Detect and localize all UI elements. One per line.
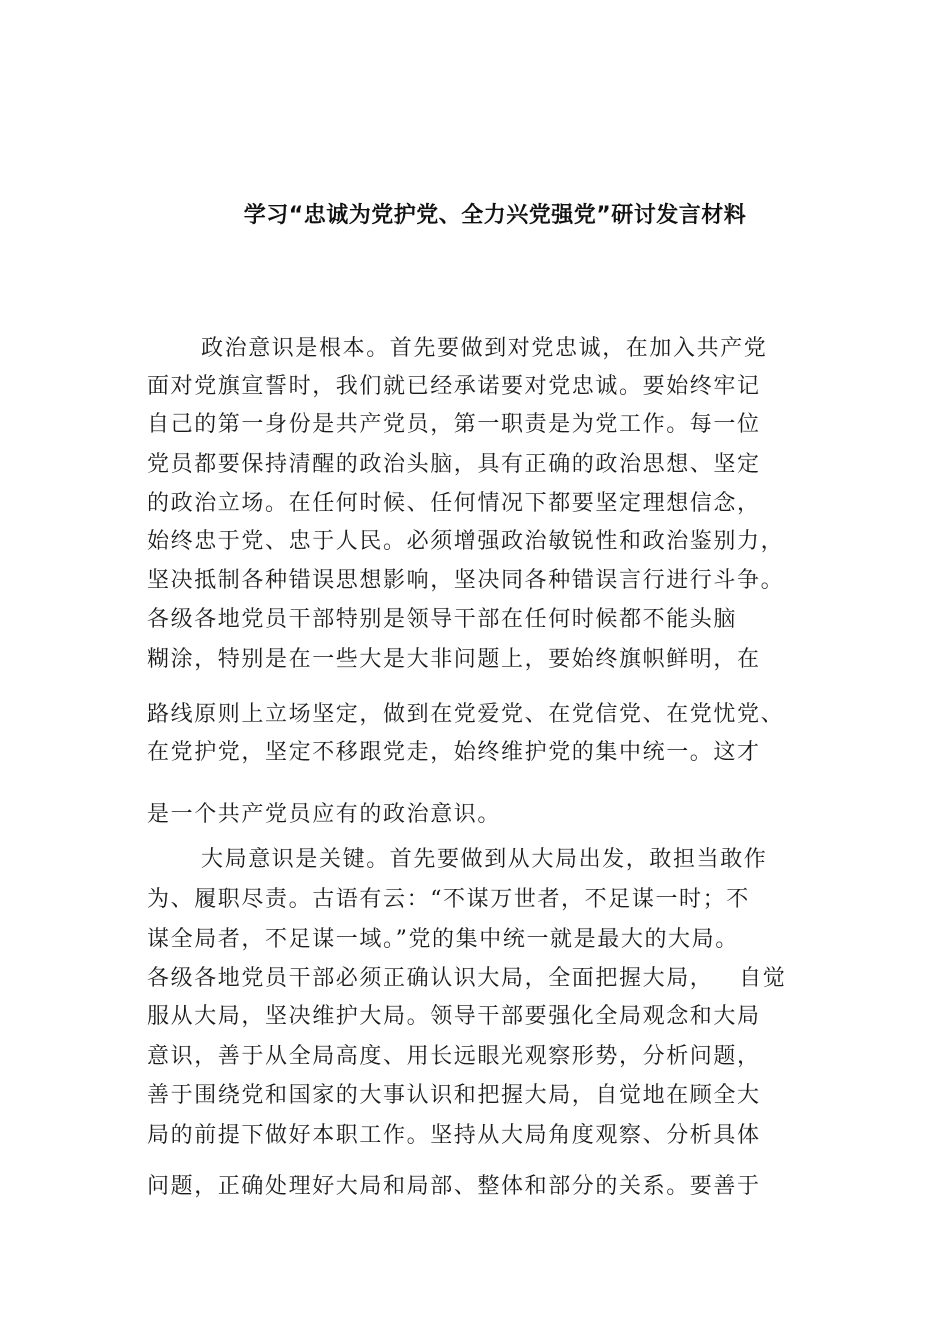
text-line: 糊涂，特别是在一些大是大非问题上，要始终旗帜鲜明，在 bbox=[147, 647, 761, 672]
text-line: 的政治立场。在任何时候、任何情况下都要坚定理想信念， bbox=[147, 491, 761, 516]
text-line: 坚决抵制各种错误思想影响，坚决同各种错误言行进行斗争。 bbox=[147, 568, 785, 593]
text-line: 意识，善于从全局高度、用长远眼光观察形势，分析问题， bbox=[147, 1044, 761, 1069]
text-line: 各级各地党员干部特别是领导干部在任何时候都不能头脑 bbox=[147, 607, 738, 632]
text-line: 在党护党，坚定不移跟党走，始终维护党的集中统一。这才 bbox=[147, 740, 761, 765]
text-line: 问题，正确处理好大局和局部、整体和部分的关系。要善于 bbox=[147, 1174, 761, 1199]
text-line: 局的前提下做好本职工作。坚持从大局角度观察、分析具体 bbox=[147, 1123, 761, 1148]
text-line: 是一个共产党员应有的政治意识。 bbox=[147, 802, 502, 827]
text-line: 党员都要保持清醒的政治头脑，具有正确的政治思想、坚定 bbox=[147, 452, 761, 477]
text-line: 服从大局，坚决维护大局。领导干部要强化全局观念和大局 bbox=[147, 1004, 761, 1029]
text-line: 善于围绕党和国家的大事认识和把握大局，自觉地在顾全大 bbox=[147, 1083, 761, 1108]
text-line: 自己的第一身份是共产党员，第一职责是为党工作。每一位 bbox=[147, 412, 761, 437]
text-line: 大局意识是关键。首先要做到从大局出发，敢担当敢作 bbox=[201, 847, 768, 872]
document-title: 学习“忠诚为党护党、全力兴党强党”研讨发言材料 bbox=[243, 203, 747, 228]
text-line: 为、履职尽责。古语有云：“不谋万世者，不足谋一时；不 bbox=[147, 887, 750, 912]
text-line: 各级各地党员干部必须正确认识大局，全面把握大局， 自觉 bbox=[147, 966, 787, 991]
text-line: 政治意识是根本。首先要做到对党忠诚，在加入共产党 bbox=[201, 336, 768, 361]
text-line: 始终忠于党、忠于人民。必须增强政治敏锐性和政治鉴别力， bbox=[147, 529, 785, 554]
text-line: 路线原则上立场坚定，做到在党爱党、在党信党、在党忧党、 bbox=[147, 702, 785, 727]
text-line: 面对党旗宣誓时，我们就已经承诺要对党忠诚。要始终牢记 bbox=[147, 374, 761, 399]
text-line: 谋全局者，不足谋一域。”党的集中统一就是最大的大局。 bbox=[147, 927, 739, 952]
